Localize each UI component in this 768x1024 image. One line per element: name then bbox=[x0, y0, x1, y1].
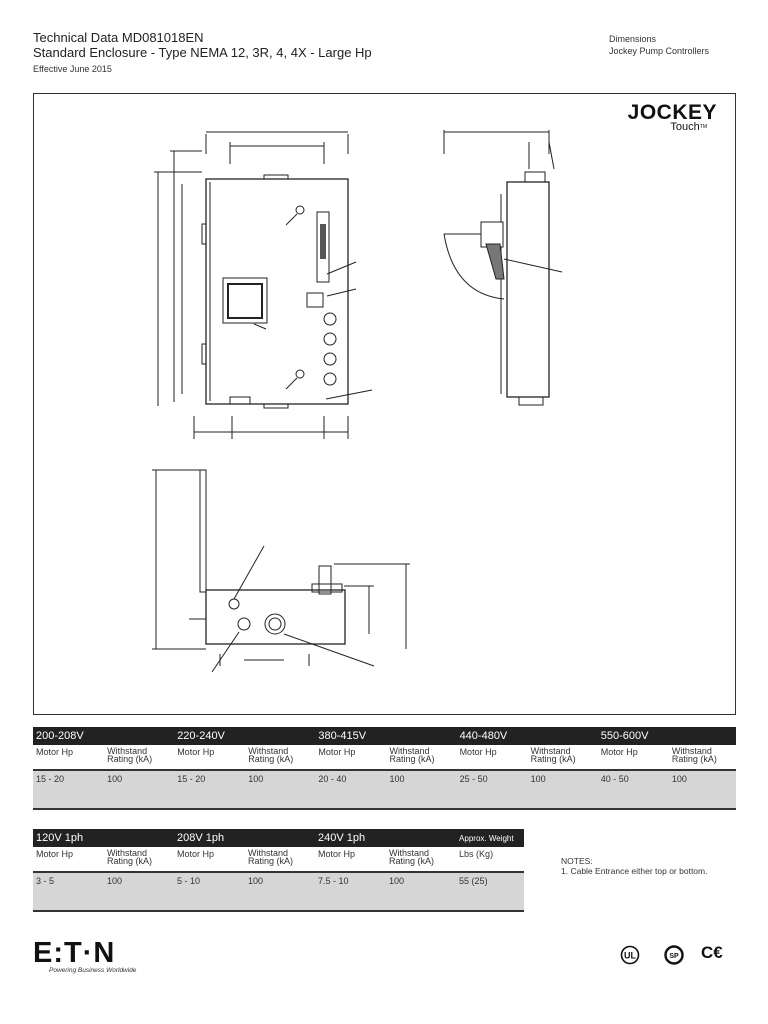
table-cell: 100 bbox=[104, 770, 174, 809]
weight-header: Approx. Weight bbox=[456, 829, 524, 847]
column-label: Withstand Rating (kA) bbox=[245, 745, 315, 770]
table-row bbox=[33, 872, 524, 911]
svg-text:UL: UL bbox=[624, 950, 636, 961]
dimension-drawing bbox=[33, 93, 736, 715]
jockey-logo-word: JOCKEY bbox=[627, 101, 717, 124]
table-cell: 5 - 10 bbox=[174, 872, 245, 911]
column-label: Withstand Rating (kA) bbox=[104, 745, 174, 770]
ce-mark-icon: C€ bbox=[701, 943, 723, 962]
table-cell: 55 (25) bbox=[456, 872, 524, 911]
table-cell: 15 - 20 bbox=[174, 770, 245, 809]
column-label: Withstand Rating (kA) bbox=[386, 847, 456, 872]
eaton-tagline: Powering Business Worldwide bbox=[49, 967, 137, 974]
column-label: Motor Hp bbox=[598, 745, 669, 770]
voltage-header: 220-240V bbox=[174, 727, 315, 745]
table-cell: 100 bbox=[528, 770, 598, 809]
document-header bbox=[33, 30, 372, 76]
svg-text:SP: SP bbox=[669, 953, 679, 960]
voltage-header: 120V 1ph bbox=[33, 829, 174, 847]
column-label: Motor Hp bbox=[33, 745, 104, 770]
voltage-header: 550-600V bbox=[598, 727, 736, 745]
column-label: Motor Hp bbox=[315, 745, 386, 770]
eaton-logo bbox=[33, 938, 136, 974]
table-cell: 100 bbox=[245, 872, 315, 911]
column-label: Withstand Rating (kA) bbox=[386, 745, 456, 770]
side-view bbox=[444, 130, 562, 405]
table-cell: 100 bbox=[245, 770, 315, 809]
column-label: Withstand Rating (kA) bbox=[104, 847, 174, 872]
voltage-header: 380-415V bbox=[315, 727, 456, 745]
doc-id: Technical Data MD081018EN bbox=[33, 30, 204, 45]
section-line-2: Jockey Pump Controllers bbox=[609, 46, 710, 56]
voltage-header: 240V 1ph bbox=[315, 829, 456, 847]
effective-date: Effective June 2015 bbox=[33, 64, 112, 74]
table-cell: 100 bbox=[669, 770, 736, 809]
column-label: Lbs (Kg) bbox=[456, 847, 524, 872]
jockey-touch-logo bbox=[628, 102, 717, 133]
section-label bbox=[609, 33, 709, 57]
column-label: Withstand Rating (kA) bbox=[528, 745, 598, 770]
column-label: Motor Hp bbox=[33, 847, 104, 872]
table-subheader-row bbox=[33, 745, 736, 770]
column-label: Motor Hp bbox=[174, 745, 245, 770]
column-label: Withstand Rating (kA) bbox=[669, 745, 736, 770]
notes-line: 1. Cable Entrance either top or bottom. bbox=[561, 866, 708, 876]
table-cell: 40 - 50 bbox=[598, 770, 669, 809]
trademark-mark: TM bbox=[699, 124, 707, 130]
section-line-1: Dimensions bbox=[609, 34, 657, 44]
column-label: Motor Hp bbox=[457, 745, 528, 770]
table-cell: 100 bbox=[104, 872, 174, 911]
table-header-row bbox=[33, 829, 524, 847]
doc-subtitle: Standard Enclosure - Type NEMA 12, 3R, 4, 4X - Large Hp bbox=[33, 45, 372, 60]
table-row bbox=[33, 770, 736, 809]
column-label: Motor Hp bbox=[174, 847, 245, 872]
voltage-rating-table bbox=[33, 727, 736, 810]
certification-marks bbox=[620, 943, 730, 969]
eaton-wordmark: E:T·N bbox=[33, 937, 116, 969]
csa-mark-icon bbox=[664, 945, 684, 965]
bottom-view bbox=[152, 470, 410, 672]
ul-mark-icon bbox=[620, 945, 640, 965]
table-header-row bbox=[33, 727, 736, 745]
table-cell: 15 - 20 bbox=[33, 770, 104, 809]
voltage-header: 440-480V bbox=[457, 727, 598, 745]
table-cell: 100 bbox=[386, 770, 456, 809]
table-cell: 20 - 40 bbox=[315, 770, 386, 809]
notes-title: NOTES: bbox=[561, 856, 593, 866]
table-cell: 7.5 - 10 bbox=[315, 872, 386, 911]
touch-text: Touch bbox=[670, 121, 700, 133]
voltage-header: 200-208V bbox=[33, 727, 174, 745]
table-cell: 25 - 50 bbox=[457, 770, 528, 809]
voltage-header: 208V 1ph bbox=[174, 829, 315, 847]
single-phase-table bbox=[33, 829, 524, 912]
column-label: Motor Hp bbox=[315, 847, 386, 872]
table-cell: 3 - 5 bbox=[33, 872, 104, 911]
front-view bbox=[154, 132, 372, 439]
table-subheader-row bbox=[33, 847, 524, 872]
table-cell: 100 bbox=[386, 872, 456, 911]
notes-block bbox=[561, 856, 707, 876]
enclosure-drawing-svg bbox=[34, 94, 737, 716]
column-label: Withstand Rating (kA) bbox=[245, 847, 315, 872]
